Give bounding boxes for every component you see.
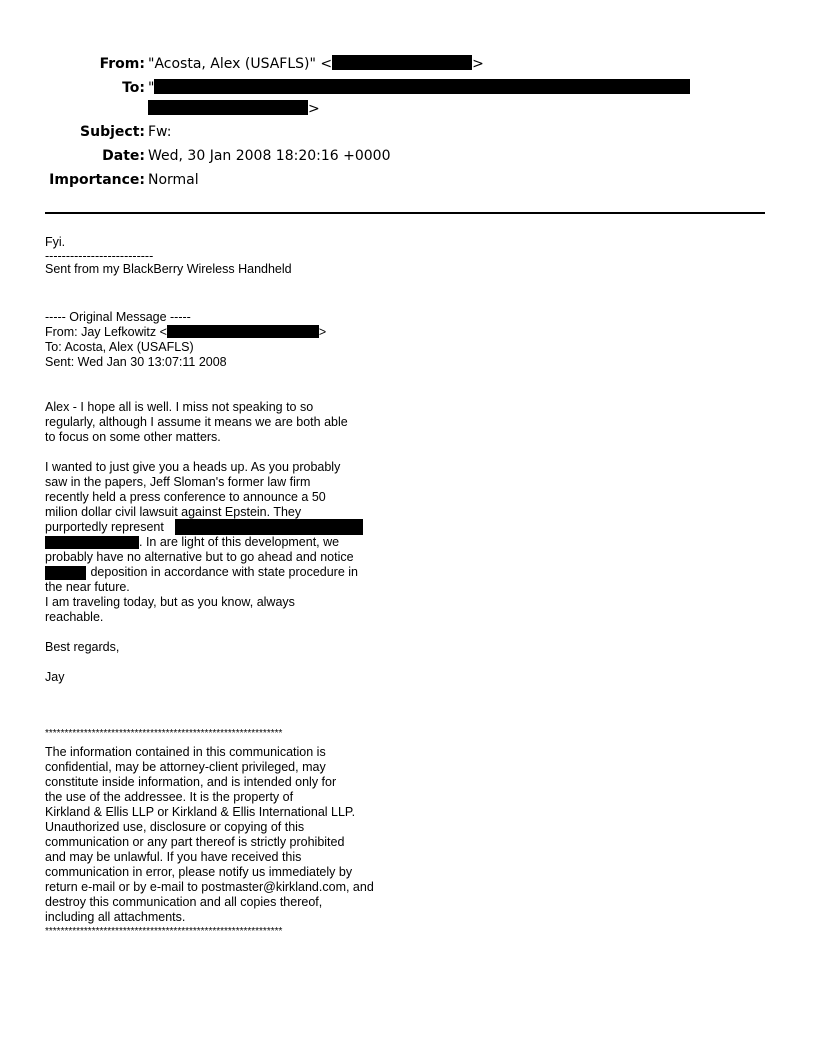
body-line: the near future. — [45, 580, 130, 594]
paragraph-1 — [45, 400, 348, 445]
body-line: regularly, although I assume it means we are both able — [45, 415, 348, 429]
signature — [45, 670, 64, 685]
disclaimer-line: confidential, may be attorney-client privileged, may — [45, 760, 326, 774]
redaction-bar — [175, 519, 363, 535]
body-line: Alex - I hope all is well. I miss not speaking to so — [45, 400, 314, 414]
dash-separator: -------------------------- — [45, 249, 154, 263]
redaction-bar — [154, 79, 690, 94]
redaction-bar — [167, 325, 319, 338]
body-line: saw in the papers, Jeff Sloman's former law firm — [45, 475, 311, 489]
disclaimer-line: communication in error, please notify us immediately by — [45, 865, 353, 879]
body-line: milion dollar civil lawsuit against Epstein. They — [45, 505, 302, 519]
date-label: Date: — [102, 148, 145, 164]
body-line: I wanted to just give you a heads up. As you probably — [45, 460, 341, 474]
disclaimer-stars-top: ************************************************************* — [45, 728, 283, 739]
original-message-header — [45, 310, 326, 370]
to-close: > — [308, 101, 320, 117]
body-line — [45, 565, 358, 580]
disclaimer-block — [45, 745, 374, 925]
subject-value: Fw: — [148, 124, 172, 140]
disclaimer-line: the use of the addressee. It is the property of — [45, 790, 294, 804]
body-text: . In are light of this development, we — [139, 535, 340, 549]
to-value — [148, 79, 690, 97]
date-value: Wed, 30 Jan 2008 18:20:16 +0000 — [148, 148, 391, 164]
disclaimer-line: Unauthorized use, disclosure or copying of this — [45, 820, 305, 834]
to-value-cont — [148, 100, 320, 118]
fyi-line: Fyi. — [45, 235, 66, 249]
importance-value: Normal — [148, 172, 199, 188]
orig-from-line — [45, 325, 326, 340]
redaction-bar — [332, 55, 472, 70]
disclaimer-line: The information contained in this communication is — [45, 745, 326, 759]
disclaimer-stars-bottom: ************************************************************* — [45, 926, 283, 937]
body-text: purportedly represent — [45, 520, 164, 534]
from-label: From: — [99, 56, 145, 72]
orig-to-line: To: Acosta, Alex (USAFLS) — [45, 340, 194, 354]
orig-sent-line: Sent: Wed Jan 30 13:07:11 2008 — [45, 355, 227, 369]
header-divider — [45, 212, 765, 214]
disclaimer-line: Kirkland & Ellis LLP or Kirkland & Ellis International LLP. — [45, 805, 356, 819]
disclaimer-line: and may be unlawful. If you have received this — [45, 850, 302, 864]
redaction-bar — [148, 100, 308, 115]
body-line: probably have no alternative but to go ahead and notice — [45, 550, 354, 564]
disclaimer-line: return e-mail or by e-mail to postmaster@kirkland.com, and — [45, 880, 374, 894]
from-value — [148, 55, 484, 73]
disclaimer-line: communication or any part thereof is strictly prohibited — [45, 835, 345, 849]
disclaimer-line: destroy this communication and all copies thereof, — [45, 895, 323, 909]
signature-line: Jay — [45, 670, 65, 684]
redaction-bar — [45, 566, 86, 580]
message-intro — [45, 235, 292, 277]
redaction-bar — [45, 536, 139, 549]
sent-from-line: Sent from my BlackBerry Wireless Handheld — [45, 262, 292, 276]
body-text: deposition in accordance with state procedure in — [87, 565, 358, 579]
to-text: " — [148, 80, 155, 96]
body-line: I am traveling today, but as you know, always — [45, 595, 295, 609]
closing — [45, 640, 119, 655]
orig-header-line: ----- Original Message ----- — [45, 310, 191, 324]
subject-label: Subject: — [80, 124, 145, 140]
to-label: To: — [122, 80, 145, 96]
regards-line: Best regards, — [45, 640, 120, 654]
from-text: "Acosta, Alex (USAFLS)" < — [148, 56, 333, 72]
body-line: to focus on some other matters. — [45, 430, 221, 444]
importance-label: Importance: — [49, 172, 145, 188]
disclaimer-line: including all attachments. — [45, 910, 186, 924]
orig-from-close: > — [318, 325, 327, 339]
orig-from-text: From: Jay Lefkowitz < — [45, 325, 167, 339]
from-close: > — [472, 56, 484, 72]
body-line: reachable. — [45, 610, 104, 624]
disclaimer-line: constitute inside information, and is intended only for — [45, 775, 337, 789]
body-line: recently held a press conference to announce a 50 — [45, 490, 326, 504]
